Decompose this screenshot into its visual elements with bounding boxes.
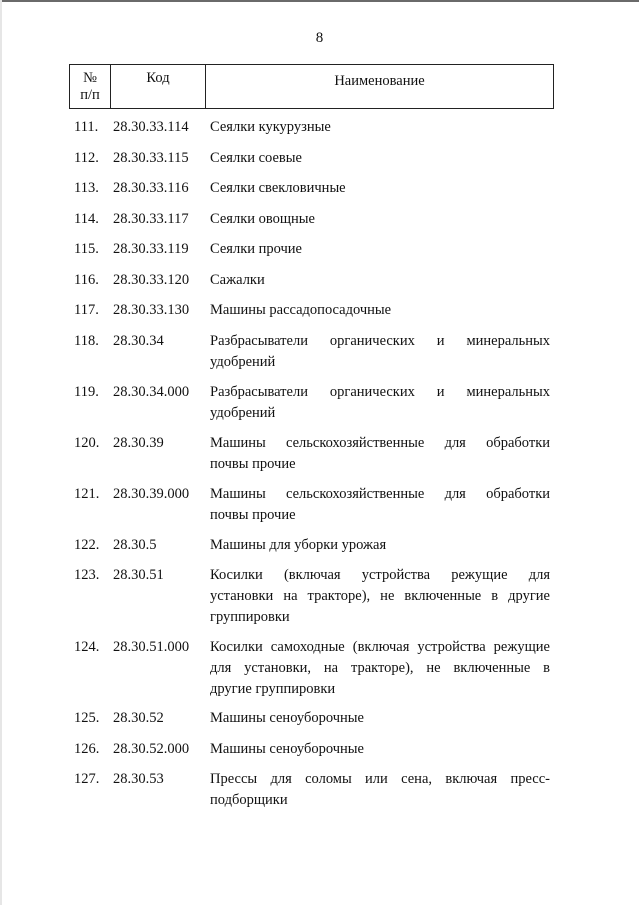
row-number: 115. bbox=[74, 241, 99, 257]
page-number: 8 bbox=[315, 30, 324, 46]
row-code: 28.30.39.000 bbox=[113, 485, 190, 502]
header-code: Код bbox=[111, 65, 206, 108]
scan-border-top bbox=[0, 0, 639, 2]
row-name-line: Прессы для соломы или сена, включая пресс- bbox=[210, 771, 550, 787]
scan-border-left bbox=[0, 0, 2, 905]
row-number: 111. bbox=[74, 119, 99, 135]
row-name bbox=[210, 535, 550, 556]
row-name-line: Сеялки свекловичные bbox=[210, 180, 346, 196]
table-header bbox=[69, 64, 554, 109]
row-name-line: Разбрасыватели органических и минеральных bbox=[210, 332, 550, 349]
row-number: 117. bbox=[74, 302, 99, 318]
header-number-line-1: № bbox=[83, 70, 97, 86]
row-name bbox=[210, 739, 550, 760]
row-number: 120. bbox=[74, 434, 100, 451]
row-code: 28.30.51 bbox=[113, 567, 164, 583]
row-name-line: группировки bbox=[210, 609, 290, 625]
row-code: 28.30.34 bbox=[113, 332, 164, 349]
row-name-line: Сеялки овощные bbox=[210, 210, 315, 227]
row-name bbox=[210, 178, 550, 199]
row-code: 28.30.33.115 bbox=[113, 149, 189, 166]
row-code: 28.30.51.000 bbox=[113, 638, 190, 655]
row-name-line: Машины сеноуборочные bbox=[210, 740, 364, 757]
row-name bbox=[210, 769, 550, 811]
header-number-line-2: п/п bbox=[80, 87, 100, 103]
row-name bbox=[210, 708, 550, 729]
row-name-line: Сеялки соевые bbox=[210, 149, 302, 166]
row-number: 123. bbox=[74, 567, 100, 583]
row-name-line: удобрений bbox=[210, 353, 276, 370]
row-name-line: для установки, на тракторе), не включенные в bbox=[210, 659, 550, 676]
row-code: 28.30.39 bbox=[113, 434, 164, 451]
row-name-line: почвы прочие bbox=[210, 506, 296, 523]
row-number: 127. bbox=[74, 771, 100, 787]
row-name-line: Сажалки bbox=[210, 271, 265, 288]
row-number: 119. bbox=[74, 383, 99, 400]
row-name bbox=[210, 484, 550, 526]
row-name-line: Сеялки кукурузные bbox=[210, 119, 331, 135]
row-number: 112. bbox=[74, 149, 99, 166]
row-name bbox=[210, 565, 550, 628]
row-code: 28.30.53 bbox=[113, 771, 164, 787]
row-name bbox=[210, 433, 550, 475]
row-code: 28.30.52.000 bbox=[113, 740, 190, 757]
row-code: 28.30.52 bbox=[113, 710, 164, 726]
row-code: 28.30.34.000 bbox=[113, 383, 190, 400]
row-name-line: установки на тракторе), не включенные в другие bbox=[210, 588, 550, 604]
row-number: 118. bbox=[74, 332, 99, 349]
row-name bbox=[210, 382, 550, 424]
row-code: 28.30.33.119 bbox=[113, 241, 189, 257]
row-name bbox=[210, 300, 550, 321]
row-name-line: Машины сельскохозяйственные для обработки bbox=[210, 485, 550, 502]
row-number: 125. bbox=[74, 710, 100, 726]
row-code: 28.30.33.114 bbox=[113, 119, 189, 135]
row-code: 28.30.5 bbox=[113, 536, 157, 553]
row-name bbox=[210, 270, 550, 291]
row-name-line: Косилки самоходные (включая устройства режущие bbox=[210, 638, 550, 655]
row-name-line: Машины сельскохозяйственные для обработки bbox=[210, 434, 550, 451]
row-name bbox=[210, 117, 550, 138]
row-number: 114. bbox=[74, 210, 99, 227]
row-name-line: Косилки (включая устройства режущие для bbox=[210, 567, 550, 583]
row-code: 28.30.33.117 bbox=[113, 210, 189, 227]
row-name bbox=[210, 148, 550, 169]
row-name-line: Машины сеноуборочные bbox=[210, 710, 364, 726]
row-code: 28.30.33.120 bbox=[113, 271, 190, 288]
row-code: 28.30.33.116 bbox=[113, 180, 189, 196]
row-name bbox=[210, 637, 550, 700]
row-number: 121. bbox=[74, 485, 100, 502]
row-name-line: Сеялки прочие bbox=[210, 241, 302, 257]
row-name-line: Машины рассадопосадочные bbox=[210, 302, 392, 318]
row-name-line: Машины для уборки урожая bbox=[210, 536, 387, 553]
row-name-line: Разбрасыватели органических и минеральных bbox=[210, 383, 550, 400]
header-number bbox=[70, 65, 111, 108]
header-name: Наименование bbox=[334, 73, 425, 89]
row-number: 124. bbox=[74, 638, 100, 655]
row-name-line: другие группировки bbox=[210, 680, 336, 697]
row-number: 116. bbox=[74, 271, 99, 288]
row-name bbox=[210, 331, 550, 373]
row-name bbox=[210, 239, 550, 260]
row-name-line: удобрений bbox=[210, 404, 276, 421]
row-number: 113. bbox=[74, 180, 99, 196]
row-name-line: подборщики bbox=[210, 792, 288, 808]
row-name bbox=[210, 209, 550, 230]
row-number: 122. bbox=[74, 536, 100, 553]
row-name-line: почвы прочие bbox=[210, 455, 296, 472]
row-number: 126. bbox=[74, 740, 100, 757]
row-code: 28.30.33.130 bbox=[113, 302, 190, 318]
